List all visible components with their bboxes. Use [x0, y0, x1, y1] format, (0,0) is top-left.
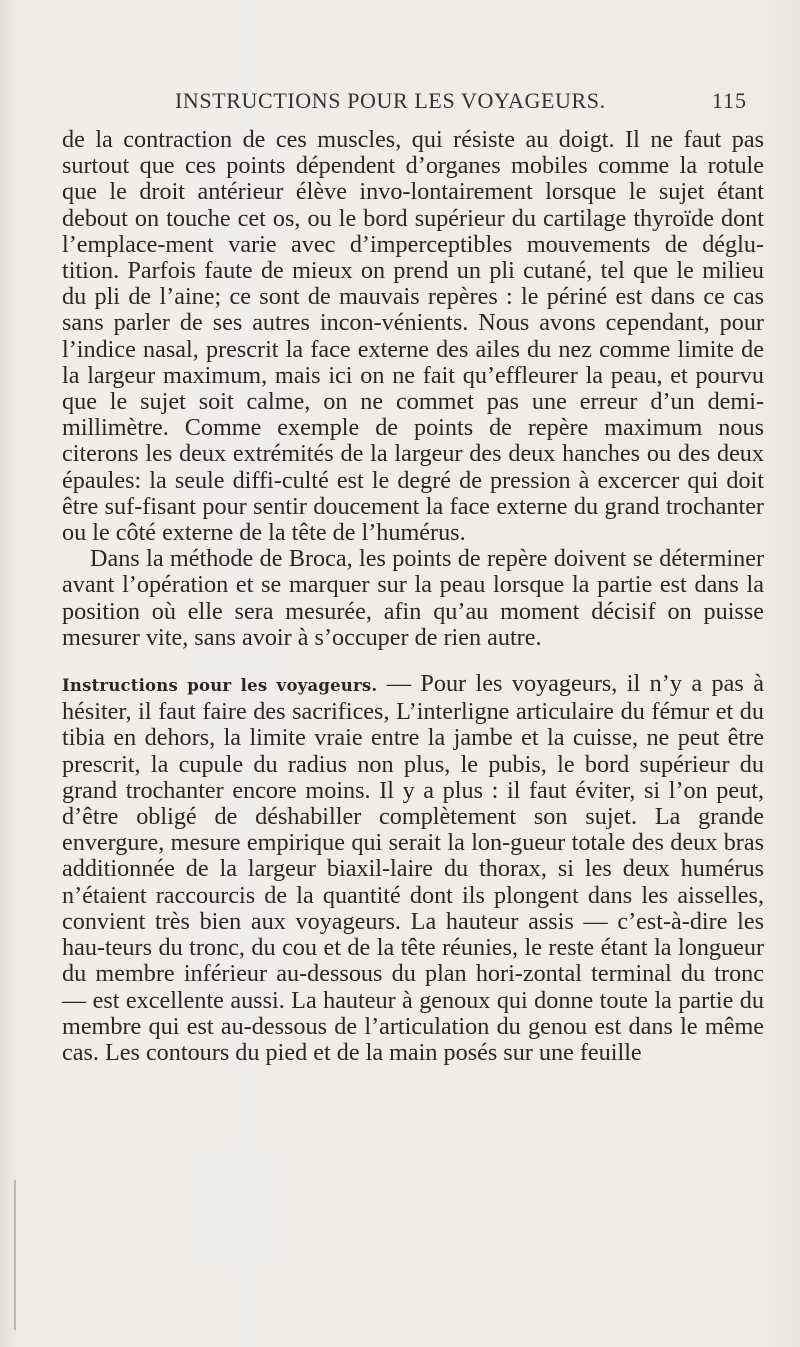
paragraph-3 — [62, 671, 764, 1066]
paragraph-1: de la contraction de ces muscles, qui résiste au doigt. Il ne faut pas surtout que ces points dépendent d’organes mobiles comme la rotule que le droit antérieur élève invo-lontairement lorsque le sujet étant debout on touche cet os, ou le bord supérieur du cartilage thyroïde dont l’emplace-ment varie avec d’imperceptibles mouvements de déglu-tition. Parfois faute de mieux on prend un pli cutané, tel que le milieu du pli de l’aine; ce sont de mauvais repères : le périné est dans ce cas sans parler de ses autres incon-vénients. Nous avons cependant, pour l’indice nasal, prescrit la face externe des ailes du nez comme limite de la largeur maximum, mais ici on ne fait qu’effleurer la peau, et pourvu que le sujet soit calme, on ne commet pas une erreur d’un demi-millimètre. Comme exemple de points de repère maximum nous citerons les deux extrémités de la largeur des deux hanches ou des deux épaules: la seule diffi-culté est le degré de pression à excercer qui doit être suf-fisant pour sentir doucement la face externe du grand trochanter ou le côté externe de la tête de l’humérus. — [62, 126, 764, 547]
body-text — [62, 127, 764, 1066]
section-heading: Instructions pour les voyageurs. — [62, 676, 378, 696]
paragraph-3-text: — Pour les voyageurs, il n’y a pas à hésiter, il faut faire des sacrifices, L’interligne articulaire du fémur et du tibia en dehors, la limite vraie entre la jambe et la cuisse, ne peut être prescrit, la cupule du radius non plus, le pubis, le bord supérieur du grand trochanter encore moins. Il y a plus : il faut éviter, si l’on peut, d’être obligé de déshabiller complètement son sujet. La grande envergure, mesure empirique qui serait la lon-gueur totale des deux bras additionnée de la largeur biaxil-laire du thorax, si les deux humérus n’étaient raccourcis de la quantité dont ils plongent dans les aisselles, convient très bien aux voyageurs. La hauteur assis — c’est-à-dire les hau-teurs du tronc, du cou et de la tête réunies, le reste étant la longueur du membre inférieur au-dessous du plan hori-zontal terminal du tronc — est excellente aussi. La hauteur à genoux qui donne toute la partie du membre qui est au-dessous de l’articulation du genou est dans le même cas. Les contours du pied et de la main posés sur une feuille — [62, 670, 764, 1066]
margin-shadow — [14, 1180, 16, 1330]
paragraph-2: Dans la méthode de Broca, les points de repère doivent se déterminer avant l’opération et se marquer sur la peau lorsque la partie est dans la position où elle sera mesurée, afin qu’au moment décisif on puisse mesurer vite, sans avoir à s’occuper de rien autre. — [62, 545, 764, 651]
page-number: 115 — [711, 88, 747, 113]
running-header — [175, 88, 775, 120]
header-title: INSTRUCTIONS POUR LES VOYAGEURS. — [175, 88, 606, 113]
